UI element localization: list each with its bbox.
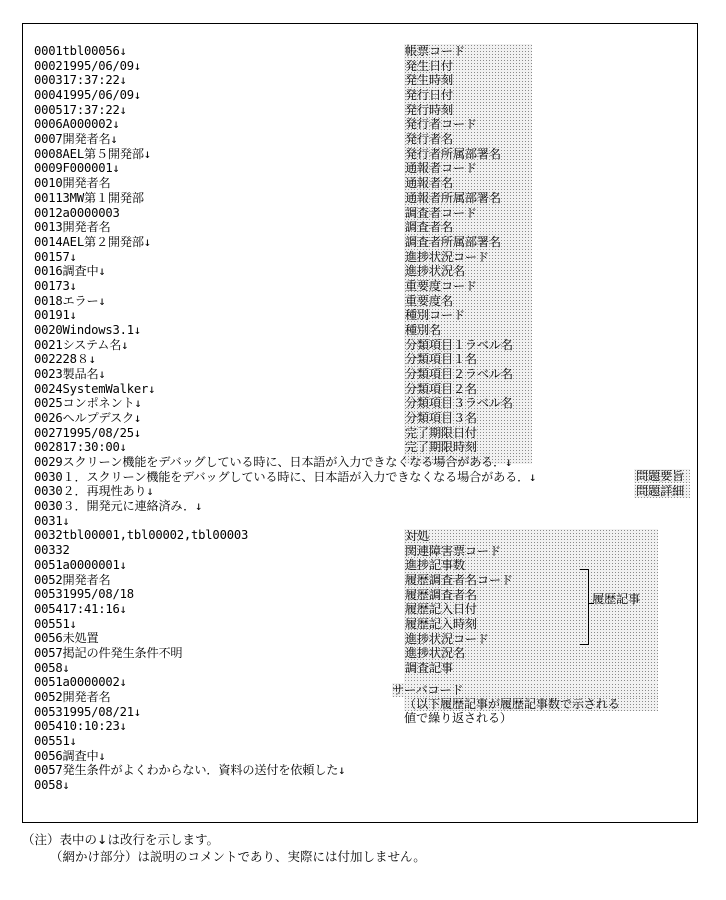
comment-label: 履歴記入日付	[405, 602, 477, 617]
record-line: 0008AEL第５開発部↓	[34, 146, 152, 161]
record-line: 00531995/08/21↓	[34, 704, 142, 719]
comment-label: 分類項目１名	[405, 352, 477, 367]
record-line: 0031↓	[34, 513, 70, 528]
comment-label: 重要度名	[405, 293, 453, 308]
record-line: 005417:41:16↓	[34, 601, 127, 616]
comment-problem-summary: 問題要旨	[636, 469, 684, 483]
record-line: 0057発生条件がよくわからない．資料の送付を依頼した↓	[34, 763, 346, 778]
record-line: 0051a0000001↓	[34, 557, 127, 572]
record-line: 002817:30:00↓	[34, 440, 127, 455]
record-line: 000317:37:22↓	[34, 73, 127, 88]
record-line: 0051a0000002↓	[34, 675, 127, 690]
comment-label: 発行者名	[405, 132, 453, 147]
comment-label: 分類項目２名	[405, 381, 477, 396]
record-line: 0056調査中↓	[34, 748, 106, 763]
comment-label: 関連障害票コード	[405, 543, 501, 558]
record-line: 00551↓	[34, 734, 77, 748]
comment-server-code: サーバコード	[392, 683, 464, 697]
record-line: 00191↓	[34, 308, 77, 323]
comment-label: 完了期限時刻	[405, 440, 477, 455]
record-line: 0026ヘルプデスク↓	[34, 411, 142, 425]
record-line: 00113MW第１開発部	[34, 190, 144, 205]
footnote-line-1: （注）表中の↓は改行を示します。	[22, 832, 219, 847]
comment-label: 調査記事	[405, 661, 453, 676]
comment-label: 分類項目３ラベル名	[405, 396, 513, 411]
comment-label: 分類項目１ラベル名	[405, 337, 513, 352]
comment-label: 通報者名	[405, 176, 453, 191]
footnote-line-2: （網かけ部分）は説明のコメントであり、実際には付加しません。	[50, 849, 426, 864]
record-line: 0013開発者名	[34, 220, 111, 235]
record-line: 0056未処置	[34, 631, 99, 646]
record-line: 0012a0000003	[34, 205, 120, 220]
record-line: 0052開発者名	[34, 572, 111, 587]
comment-label: 調査者コード	[405, 205, 477, 220]
record-line: 0030３．開発元に連絡済み．↓	[34, 499, 203, 514]
record-line: 0001tbl00056↓	[34, 44, 127, 58]
comment-label: 種別名	[405, 322, 441, 337]
comment-history: 履歴記事	[592, 592, 640, 606]
record-line: 0023製品名↓	[34, 367, 106, 381]
record-line: 00332	[34, 543, 70, 558]
comment-label: 履歴調査者名	[405, 587, 477, 602]
comment-label: 発生日付	[405, 58, 453, 73]
record-line: 000517:37:22↓	[34, 102, 127, 117]
record-line: 00531995/08/18	[34, 587, 134, 602]
record-line: 00021995/06/09↓	[34, 58, 142, 73]
comment-label: 調査者名	[405, 220, 453, 235]
comment-label: 発行者コード	[405, 117, 477, 132]
record-line: 0006A000002↓	[34, 117, 120, 132]
record-line: 0016調査中↓	[34, 264, 106, 279]
record-line: 002228８↓	[34, 352, 96, 367]
record-line: 0030１．スクリーン機能をデバッグしている時に、日本語が入力できなくなる場合がある．↓	[34, 469, 537, 484]
comment-label: 発行時刻	[405, 102, 453, 117]
comment-label: 分類項目３名	[405, 411, 477, 425]
comment-label: 調査者所属部署名	[405, 234, 501, 249]
record-line: 00173↓	[34, 278, 77, 293]
comment-label: 重要度コード	[405, 278, 477, 293]
comment-label: 進捗状況コード	[405, 249, 489, 264]
comment-label: 発生時刻	[405, 73, 453, 88]
comment-label: 通報者所属部署名	[405, 190, 501, 205]
record-line: 0052開発者名	[34, 689, 111, 704]
record-line: 005410:10:23↓	[34, 719, 127, 734]
record-line: 0057掲記の件発生条件不明	[34, 645, 183, 660]
record-line: 0058↓	[34, 778, 70, 792]
comment-label: 完了期限日付	[405, 425, 477, 440]
record-line: 00551↓	[34, 616, 77, 631]
record-line: 0010開発者名	[34, 176, 111, 191]
comment-repeat-line-2: 値で繰り返される）	[404, 711, 512, 725]
comment-label: 進捗状況名	[405, 646, 465, 661]
comment-repeat-line-1: （以下履歴記事が履歴記事数で示される	[404, 697, 620, 711]
record-line: 0009F000001↓	[34, 161, 120, 176]
record-line: 00041995/06/09↓	[34, 88, 142, 102]
comment-label: 履歴記入時刻	[405, 617, 477, 632]
comment-label: 発行者所属部署名	[405, 146, 501, 161]
record-line: 00271995/08/25↓	[34, 425, 142, 440]
record-line: 00157↓	[34, 249, 77, 264]
comment-label: 発行日付	[405, 88, 453, 102]
comment-label: 進捗状況名	[405, 264, 465, 279]
record-line: 0021システム名↓	[34, 337, 129, 352]
record-line: 0058↓	[34, 660, 70, 675]
comment-label: 通報者コード	[405, 161, 477, 176]
comment-label: 進捗記事数	[405, 558, 465, 573]
comment-problem-detail: 問題詳細	[636, 484, 684, 498]
record-line: 0032tbl00001,tbl00002,tbl00003	[34, 528, 249, 543]
comment-label: 分類項目２ラベル名	[405, 367, 513, 381]
history-brace	[580, 569, 589, 645]
comment-label: 対処	[405, 529, 429, 543]
record-line: 0007開発者名↓	[34, 132, 118, 147]
record-line: 0029スクリーン機能をデバッグしている時に、日本語が入力できなくなる場合がある．↓	[34, 455, 513, 469]
record-line: 0025コンポネント↓	[34, 396, 142, 411]
comment-label: 履歴調査者名コード	[405, 573, 513, 587]
record-line: 0020Windows3.1↓	[34, 322, 142, 337]
record-line: 0030２．再現性あり↓	[34, 484, 154, 499]
record-line: 0018エラー↓	[34, 293, 106, 308]
record-line: 0024SystemWalker↓	[34, 381, 156, 396]
comment-label: 進捗状況コード	[405, 631, 489, 646]
comment-label: 種別コード	[405, 308, 465, 323]
record-line: 0014AEL第２開発部↓	[34, 234, 152, 249]
comment-label: 帳票コード	[405, 44, 465, 58]
